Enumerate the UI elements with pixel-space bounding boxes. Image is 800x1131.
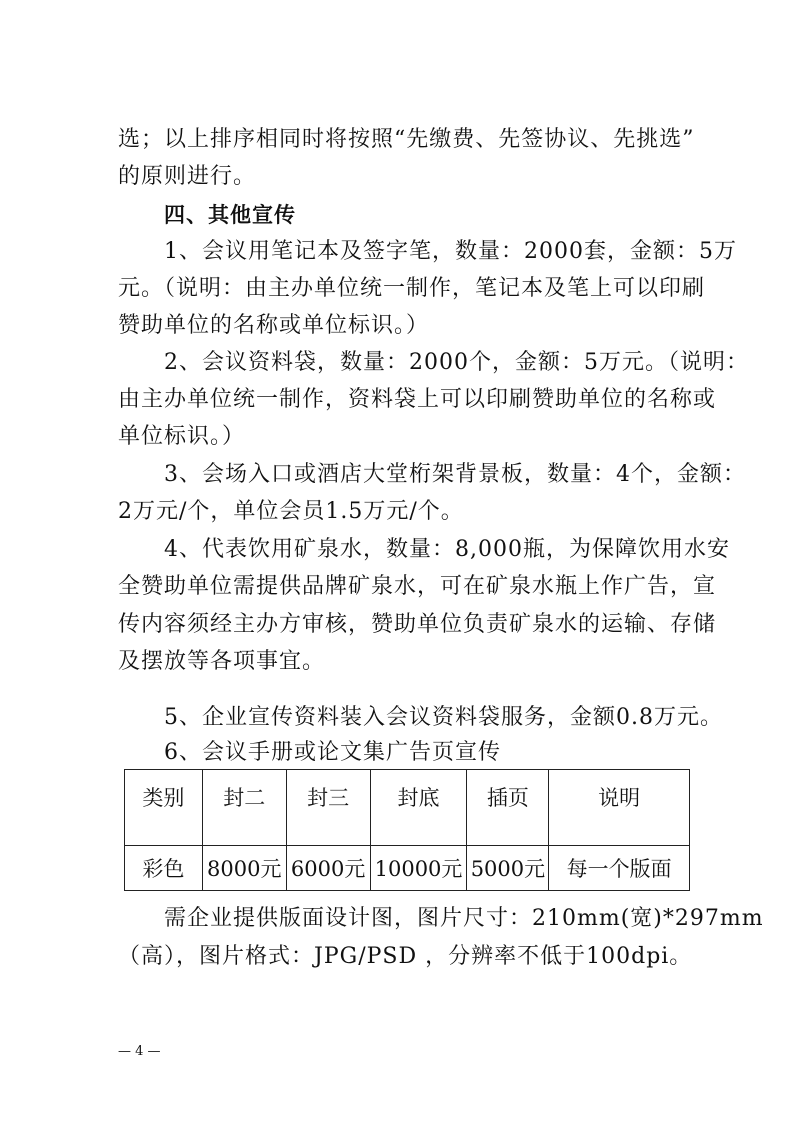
table-cell: 5000元 — [467, 846, 549, 891]
paragraph-line: 及摆放等各项事宜。 — [118, 649, 326, 674]
paragraph-line: 3、会场入口或酒店大堂桁架背景板，数量：4个，金额： — [164, 462, 746, 487]
paragraph-line: 传内容须经主办方审核，赞助单位负责矿泉水的运输、存储 — [118, 612, 717, 637]
table-cell: 8000元 — [202, 846, 286, 891]
table-cell: 每一个版面 — [549, 846, 690, 891]
table-header-cell: 封二 — [202, 770, 286, 846]
paragraph-line: 4、代表饮用矿泉水，数量：8,000瓶，为保障饮用水安 — [164, 537, 730, 562]
table-row — [125, 846, 690, 891]
paragraph-line: 的原则进行。 — [118, 164, 257, 189]
paragraph-line: 1、会议用笔记本及签字笔，数量：2000套，金额：5万 — [164, 239, 737, 264]
section-heading: 四、其他宣传 — [164, 203, 296, 227]
page-number: — 4 — — [118, 1044, 161, 1059]
paragraph-line: 需企业提供版面设计图，图片尺寸：210mm(宽)*297mm — [164, 906, 764, 931]
paragraph-line: 全赞助单位需提供品牌矿泉水，可在矿泉水瓶上作广告，宣 — [118, 574, 717, 599]
paragraph-line: 由主办单位统一制作，资料袋上可以印刷赞助单位的名称或 — [118, 387, 717, 412]
table-header-cell: 类别 — [125, 770, 203, 846]
table-header-cell: 说明 — [549, 770, 690, 846]
table-header-cell: 封底 — [370, 770, 467, 846]
paragraph-line: 选；以上排序相同时将按照“先缴费、先签协议、先挑选” — [118, 127, 695, 152]
paragraph-line: 6、会议手册或论文集广告页宣传 — [164, 740, 501, 765]
table-header-cell: 插页 — [467, 770, 549, 846]
table-header-cell: 封三 — [286, 770, 370, 846]
paragraph-line: （高），图片格式：JPG/PSD ，分辨率不低于100dpi。 — [118, 944, 693, 969]
paragraph-line: 5、企业宣传资料装入会议资料袋服务，金额0.8万元。 — [164, 705, 723, 730]
paragraph-line: 元。（说明：由主办单位统一制作，笔记本及笔上可以印刷 — [118, 276, 706, 301]
paragraph-line: 2万元/个，单位会员1.5万元/个。 — [118, 499, 464, 524]
table-cell: 10000元 — [370, 846, 467, 891]
table-cell: 6000元 — [286, 846, 370, 891]
paragraph-line: 2、会议资料袋，数量：2000个，金额：5万元。（说明： — [164, 350, 749, 375]
table-cell: 彩色 — [125, 846, 203, 891]
paragraph-line: 赞助单位的名称或单位标识。） — [118, 313, 430, 338]
paragraph-line: 单位标识。） — [118, 424, 246, 449]
table-header-row — [125, 770, 690, 846]
ad-price-table — [124, 769, 690, 891]
